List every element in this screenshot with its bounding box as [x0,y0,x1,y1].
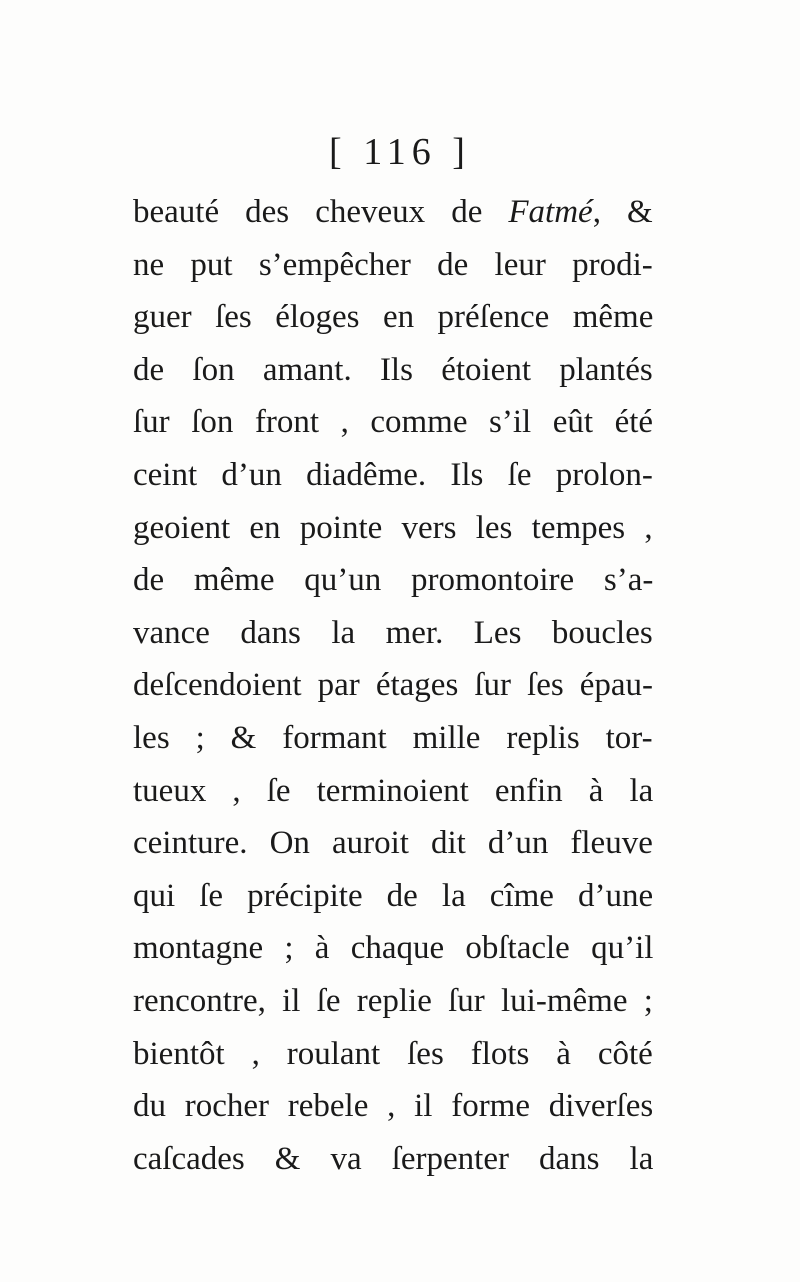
text-line: guer ſes éloges en préſence même [133,299,654,336]
text-line: de ſon amant. Ils étoient plantés [133,351,653,388]
text-line: ceinture. On auroit dit d’un fleuve [133,825,653,862]
text-line: ne put s’empêcher de leur prodi- [133,246,653,283]
text-line: caſcades & va ſerpenter dans la [133,1140,654,1177]
text-line: rencontre, il ſe replie ſur lui-même ; [133,982,653,1019]
page-number: [ 116 ] [329,131,471,173]
text-line: du rocher rebele , il forme diverſes [133,1088,654,1125]
body-text [133,186,653,1185]
text-line: deſcendoient par étages ſur ſes épau- [133,667,654,704]
text-line: tueux , ſe terminoient enfin à la [133,772,654,809]
text-line: bientôt , roulant ſes flots à côté [133,1035,653,1072]
text-line: montagne ; à chaque obſtacle qu’il [133,930,654,967]
text-line: vance dans la mer. Les boucles [133,614,653,651]
text-line: beauté des cheveux de Fatmé, & [133,194,653,230]
text-line: de même qu’un promontoire s’a- [133,562,654,599]
text-line: geoient en pointe vers les tempes , [133,509,653,546]
text-line: ſur ſon front , comme s’il eût été [133,404,654,441]
text-line: les ; & formant mille replis tor- [133,719,653,756]
italic-name: Fatmé [508,194,593,230]
text-line: ceint d’un diadême. Ils ſe prolon- [133,456,653,493]
text-line: qui ſe précipite de la cîme d’une [133,877,654,914]
